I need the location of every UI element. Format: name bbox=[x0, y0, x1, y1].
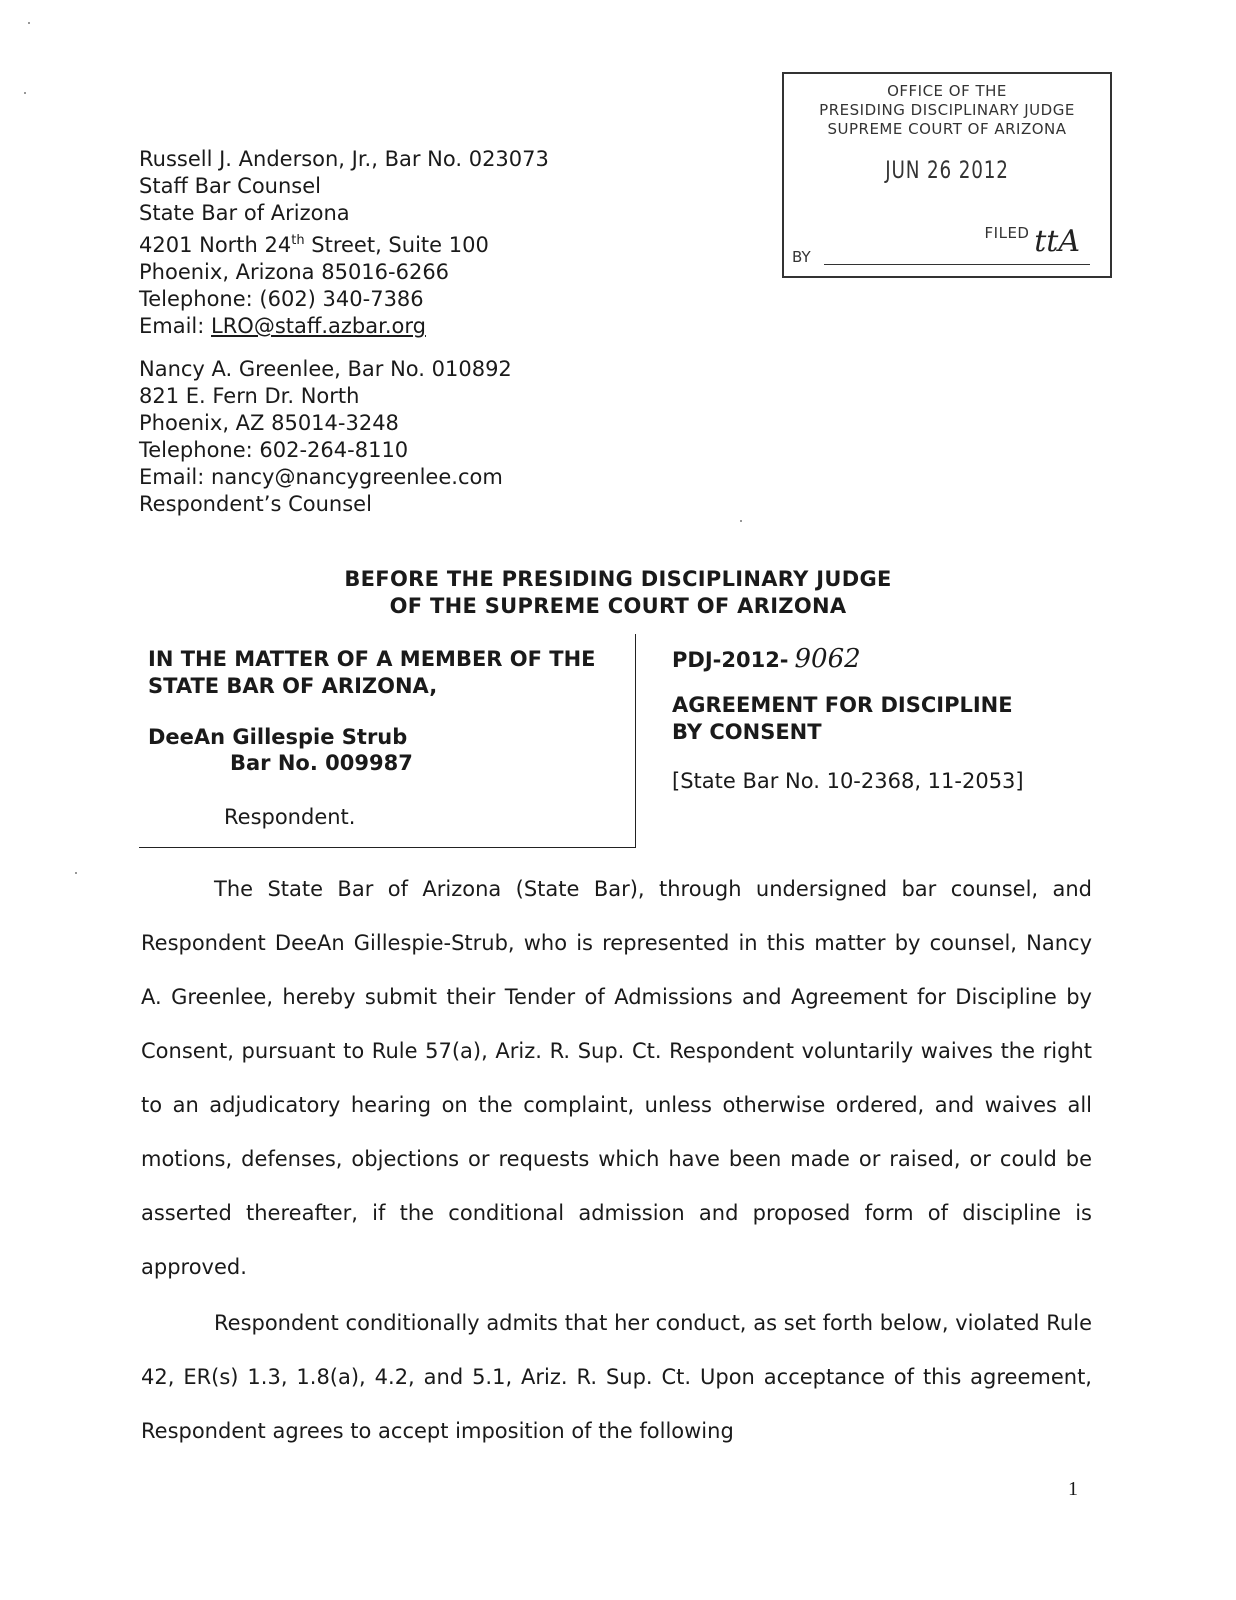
stamp-judge-line: PRESIDING DISCIPLINARY JUDGE bbox=[819, 101, 1075, 119]
body-paragraph-2: Respondent conditionally admits that her conduct, as set forth below, violated Rule 42, ER(s) 1.3, 1.8(a), 4.2, and 5.1, Ariz. R. Sup. Ct. Upon acceptance of this agreement, Respondent agrees to accept imposition of the following bbox=[141, 1311, 1092, 1443]
scan-speck bbox=[740, 520, 742, 522]
bar-counsel-title: Staff Bar Counsel bbox=[139, 174, 321, 198]
body-paragraph-1: The State Bar of Arizona (State Bar), through undersigned bar counsel, and Respondent DeeAn Gillespie-Strub, who is represented in this matter by counsel, Nancy A. Greenlee, hereby submit their Tender of Admissions and Agreement for Discipline by Consent, pursuant to Rule 57(a), Ariz. R. Sup. Ct. Respondent voluntarily waives the right to an adjudicatory hearing on the complaint, unless otherwise ordered, and waives all motions, defenses, objections or requests which have been made or raised, or could be asserted thereafter, if the conditional admission and proposed form of discipline is approved. bbox=[141, 877, 1092, 1279]
respondent-name: DeeAn Gillespie Strub bbox=[148, 725, 408, 749]
state-bar-numbers: [State Bar No. 10-2368, 11-2053] bbox=[672, 769, 1024, 793]
stamp-filed-label: FILED bbox=[984, 224, 1030, 242]
stamp-handwritten-initials: ttA bbox=[1034, 224, 1080, 259]
respondent-counsel-address bbox=[139, 356, 512, 518]
bar-counsel-email-link[interactable]: LRO@staff.azbar.org bbox=[211, 314, 426, 338]
bar-counsel-city: Phoenix, Arizona 85016-6266 bbox=[139, 260, 450, 284]
respondent-label: Respondent. bbox=[224, 805, 356, 829]
bar-counsel-org: State Bar of Arizona bbox=[139, 201, 350, 225]
bar-counsel-name: Russell J. Anderson, Jr., Bar No. 023073 bbox=[139, 147, 549, 171]
court-heading bbox=[0, 566, 1236, 620]
scan-speck bbox=[75, 872, 77, 874]
respondent-counsel-name: Nancy A. Greenlee, Bar No. 010892 bbox=[139, 357, 512, 381]
stamp-court-line: SUPREME COURT OF ARIZONA bbox=[827, 120, 1067, 138]
document-title: AGREEMENT FOR DISCIPLINE BY CONSENT bbox=[672, 693, 1013, 744]
filing-stamp bbox=[782, 72, 1112, 278]
bar-counsel-phone: Telephone: (602) 340-7386 bbox=[139, 287, 424, 311]
respondent-bar-no: Bar No. 009987 bbox=[230, 751, 413, 775]
respondent-counsel-phone: Telephone: 602-264-8110 bbox=[139, 438, 409, 462]
respondent-counsel-street: 821 E. Fern Dr. North bbox=[139, 384, 360, 408]
scan-speck bbox=[24, 92, 26, 94]
court-heading-line2: OF THE SUPREME COURT OF ARIZONA bbox=[389, 594, 847, 618]
case-number: PDJ-2012- 9062 bbox=[672, 644, 861, 674]
stamp-office-line: OFFICE OF THE bbox=[887, 82, 1007, 100]
stamp-by-label: BY bbox=[792, 248, 811, 266]
court-heading-line1: BEFORE THE PRESIDING DISCIPLINARY JUDGE bbox=[344, 567, 892, 591]
bar-counsel-street: 4201 North 24th Street, Suite 100 bbox=[139, 233, 489, 257]
respondent-counsel-role: Respondent’s Counsel bbox=[139, 492, 372, 516]
page-number: 1 bbox=[1068, 1478, 1078, 1500]
stamp-date: JUN 26 2012 bbox=[885, 156, 1009, 184]
stamp-signature-line bbox=[824, 264, 1090, 265]
bar-counsel-email: Email: LRO@staff.azbar.org bbox=[139, 314, 426, 338]
respondent-counsel-city: Phoenix, AZ 85014-3248 bbox=[139, 411, 399, 435]
case-number-handwritten: 9062 bbox=[794, 644, 861, 674]
respondent-counsel-email: Email: nancy@nancygreenlee.com bbox=[139, 465, 503, 489]
caption-matter: IN THE MATTER OF A MEMBER OF THE STATE BAR OF ARIZONA, bbox=[148, 647, 596, 698]
bar-counsel-address bbox=[139, 146, 549, 340]
case-caption-left bbox=[139, 634, 636, 848]
scan-speck bbox=[28, 22, 30, 24]
